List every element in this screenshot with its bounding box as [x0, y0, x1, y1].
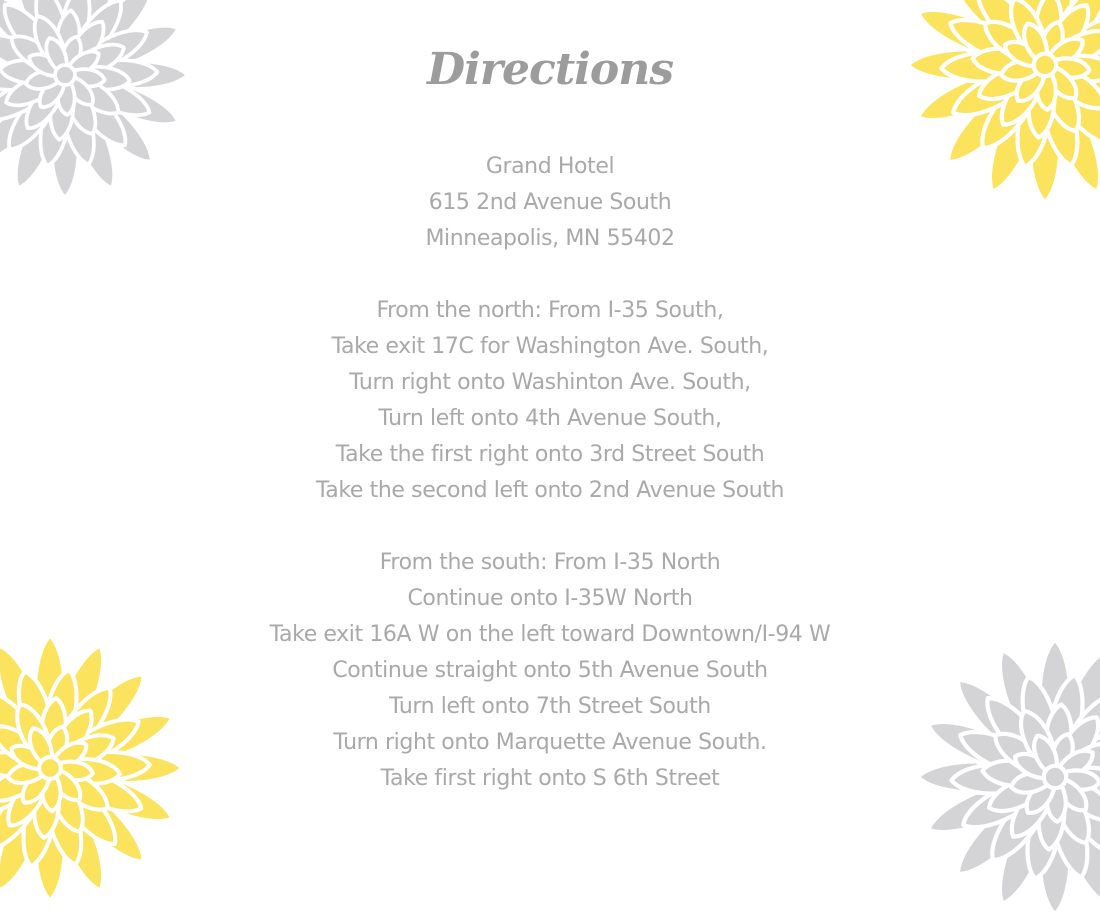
direction-line: Turn right onto Washinton Ave. South, [349, 370, 751, 395]
hotel-street: 615 2nd Avenue South [428, 190, 672, 215]
from-south-block [0, 545, 1100, 797]
direction-line: Continue straight onto 5th Avenue South [332, 658, 768, 683]
direction-line: Turn right onto Marquette Avenue South. [333, 730, 767, 755]
direction-line: Take the first right onto 3rd Street South [335, 442, 765, 467]
direction-line: From the north: From I-35 South, [376, 298, 724, 323]
direction-line: Continue onto I-35W North [407, 586, 693, 611]
direction-line: Take exit 16A W on the left toward Downtown/I-94 W [269, 622, 831, 647]
direction-line: From the south: From I-35 North [379, 550, 721, 575]
hotel-city: Minneapolis, MN 55402 [425, 226, 675, 251]
direction-line: Turn left onto 4th Avenue South, [378, 406, 722, 431]
direction-line: Take the second left onto 2nd Avenue South [315, 478, 785, 503]
direction-line: Turn left onto 7th Street South [389, 694, 711, 719]
hotel-name: Grand Hotel [485, 154, 615, 179]
directions-content [0, 149, 1100, 833]
from-north-block [0, 293, 1100, 509]
direction-line: Take exit 17C for Washington Ave. South, [331, 334, 769, 359]
page-title: Directions [427, 44, 673, 95]
direction-line: Take first right onto S 6th Street [380, 766, 720, 791]
address-block [0, 149, 1100, 257]
